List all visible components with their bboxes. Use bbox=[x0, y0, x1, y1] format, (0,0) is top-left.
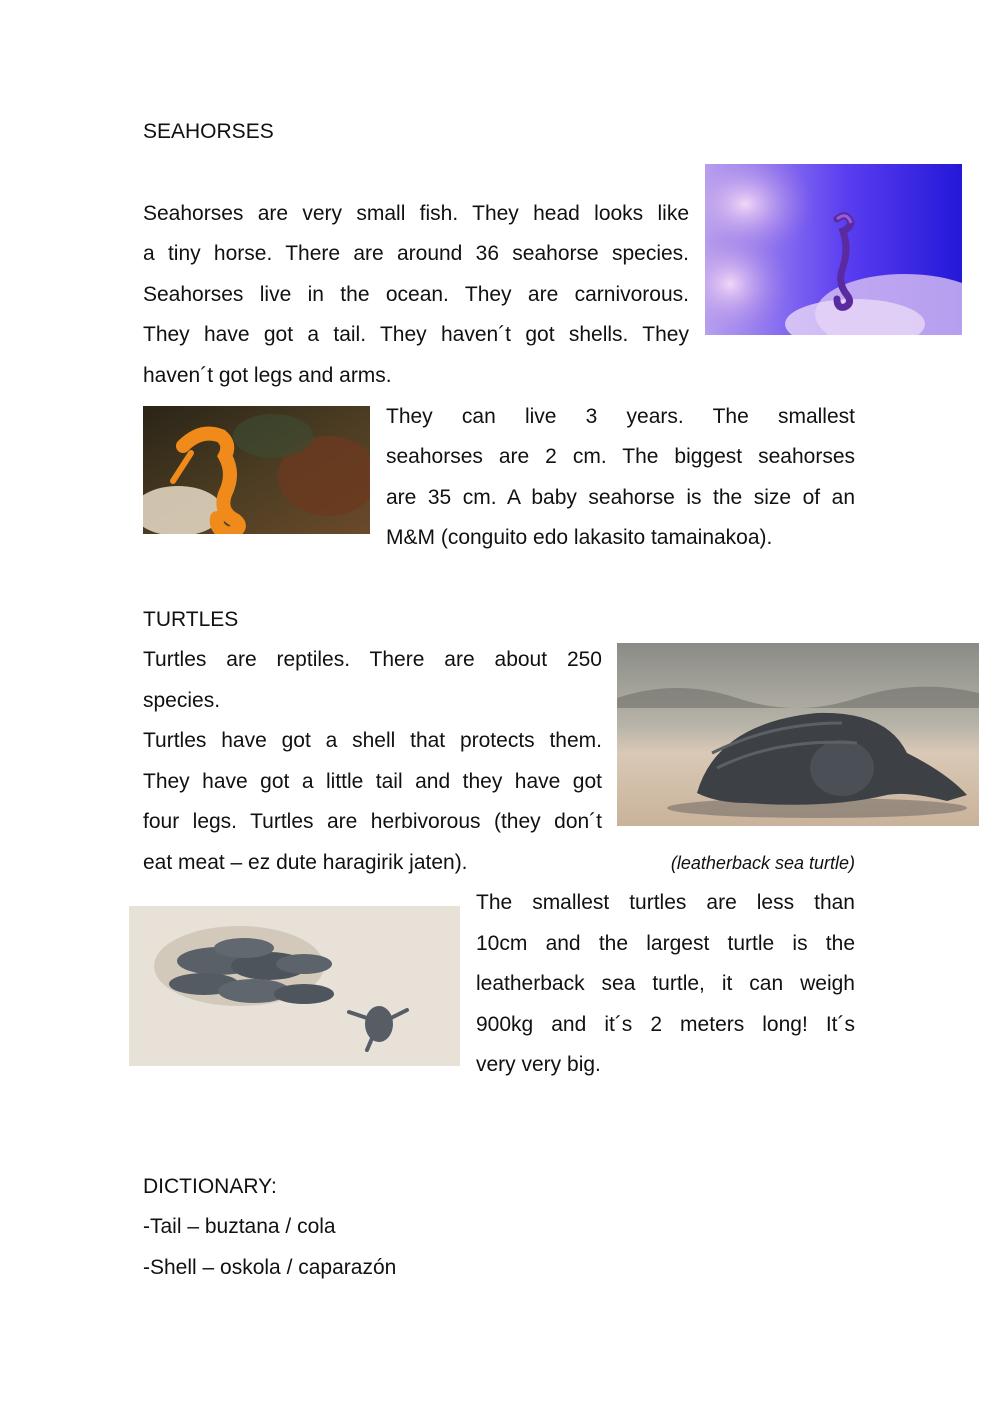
turtle-hatchlings-photo bbox=[129, 906, 460, 1066]
seahorses-para2-line: They can live 3 years. The smallest bbox=[386, 405, 855, 428]
seahorses-heading: SEAHORSES bbox=[143, 120, 274, 143]
dictionary-entry: -Tail – buztana / cola bbox=[143, 1215, 336, 1238]
orange-seahorse-photo bbox=[143, 406, 370, 534]
turtle-photo-caption: (leatherback sea turtle) bbox=[670, 853, 855, 873]
seahorses-para2-line: are 35 cm. A baby seahorse is the size of an bbox=[386, 486, 855, 509]
turtles-para2-line: 10cm and the largest turtle is the bbox=[476, 932, 855, 955]
purple-seahorse-photo bbox=[705, 164, 962, 335]
seahorses-para1-line: Seahorses live in the ocean. They are carnivorous. bbox=[143, 283, 689, 306]
seahorses-para2-line: seahorses are 2 cm. The biggest seahorses bbox=[386, 445, 855, 468]
seahorses-para1-line: Seahorses are very small fish. They head looks like bbox=[143, 202, 689, 225]
seahorses-para1-line: haven´t got legs and arms. bbox=[143, 364, 392, 387]
turtles-para2-line: The smallest turtles are less than bbox=[476, 891, 855, 914]
turtles-heading: TURTLES bbox=[143, 608, 239, 631]
turtles-para1-line: Turtles are reptiles. There are about 250 bbox=[143, 648, 602, 671]
seahorses-para1-line: They have got a tail. They haven´t got shells. They bbox=[143, 323, 689, 346]
seahorses-para1-line: a tiny horse. There are around 36 seahorse species. bbox=[143, 242, 689, 265]
dictionary-heading: DICTIONARY: bbox=[143, 1175, 277, 1198]
turtles-para1-line: Turtles have got a shell that protects them. bbox=[143, 729, 602, 752]
turtles-para1-line: They have got a little tail and they have got bbox=[143, 770, 602, 793]
dictionary-entry: -Shell – oskola / caparazón bbox=[143, 1256, 397, 1279]
turtles-para1-line: species. bbox=[143, 689, 221, 712]
leatherback-turtle-photo bbox=[617, 643, 979, 826]
turtles-para1-line: four legs. Turtles are herbivorous (they don´t bbox=[143, 810, 602, 833]
seahorses-para2-line: M&M (conguito edo lakasito tamainakoa). bbox=[386, 526, 773, 549]
turtles-para1-line: eat meat – ez dute haragirik jaten). bbox=[143, 851, 468, 874]
turtles-para2-line: leatherback sea turtle, it can weigh bbox=[476, 972, 855, 995]
turtles-para2-line: 900kg and it´s 2 meters long! It´s bbox=[476, 1013, 855, 1036]
turtles-para2-line: very very big. bbox=[476, 1053, 601, 1076]
